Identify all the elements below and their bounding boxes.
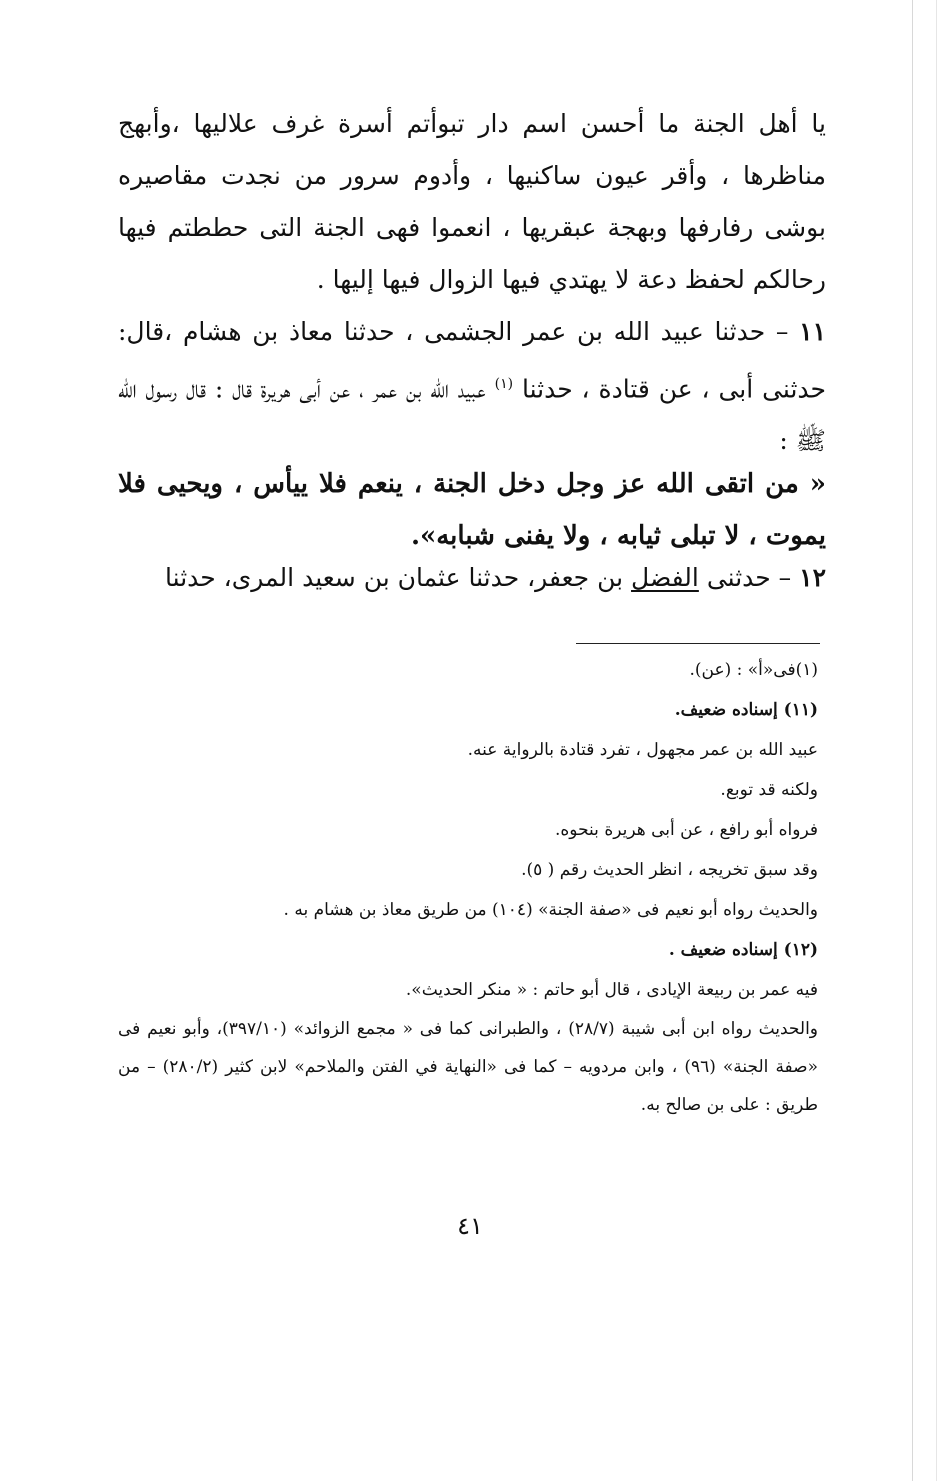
footnote-11-line-5: والحديث رواه أبو نعيم فى «صفة الجنة» (١٠٤) من طريق معاذ بن هشام به . (283, 900, 818, 920)
hadith-12-isnad-a: – حدثنى (706, 563, 792, 592)
hadith-11-matn: « من اتقى الله عز وجل دخل الجنة ، ينعم فلا ييأس ، ويحيى فلا يموت ، لا تبلى ثيابه ، ولا يفنى شبابه». (118, 469, 826, 551)
hadith-12-underlined-name: الفضل (631, 563, 699, 592)
paragraph-jannah-call: يا أهل الجنة ما أحسن اسم دار تبوأتم أسرة غرف علاليها ،وأبهج مناظرها ، وأقر عيون ساكنيها ، وأدوم سرور من نجدت مقاصيره بوشى رفارفها وبهجة عبقريها ، انعموا فهى الجنة التى حططتم فيها رحالكم لحفظ دعة لا يهتدي فيها الزوال فيها إليها . (118, 109, 826, 294)
hadith-12-isnad-b: بن جعفر، حدثنا عثمان بن سعيد المرى، حدثنا (165, 563, 624, 592)
footnote-12-line-1: فيه عمر بن ربيعة الإيادى ، قال أبو حاتم : « منكر الحديث». (405, 980, 818, 1000)
footnote-12-line-2: والحديث رواه ابن أبى شيبة (٢٨/٧) ، والطبرانى كما فى « مجمع الزوائد» (٣٩٧/١٠)، وأبو نعيم فى «صفة الجنة» (٩٦) ، وابن مردويه – كما فى «النهاية في الفتن والملاحم» لابن كثير (٢٨٠/٢) – من طريق : على بن صالح به. (118, 1019, 819, 1115)
footnote-1: (١)فى«أ» : (عن). (689, 660, 818, 680)
hadith-12 (118, 552, 826, 604)
footnote-11-line-1: عبيد الله بن عمر مجهول ، تفرد قتادة بالرواية عنه. (467, 740, 818, 760)
hadith-11-isnad-a: – حدثنا عبيد الله بن عمر الجشمى ، حدثنا معاذ بن هشام ،قال: حدثنى أبى ، عن قتادة ، حدثنا (118, 317, 827, 404)
footnote-12-title: (١٢) إسناده ضعيف . (668, 940, 818, 960)
hadith-11 (118, 306, 826, 467)
page-edge-line (912, 0, 913, 1481)
page-number: ٤١ (457, 1212, 483, 1240)
footnote-11-line-3: فرواه أبو رافع ، عن أبى هريرة بنحوه. (554, 820, 818, 840)
footnote-11-line-2: ولكنه قد توبع. (720, 780, 818, 800)
hadith-12-number: ١٢ (799, 563, 826, 592)
page-edge-line-outer (936, 0, 937, 1481)
footnotes-section (118, 650, 818, 1124)
hadith-11-isnad-b: عبيد الله بن عمر ، عن أبى هريرة قال : قال رسول الله ﷺ : (118, 374, 826, 456)
hadith-11-number: ١١ (799, 317, 827, 346)
footnote-divider (576, 643, 820, 644)
footnote-ref-1: (١) (494, 376, 514, 392)
footnote-11-line-4: وقد سبق تخريجه ، انظر الحديث رقم ( ٥). (521, 860, 818, 880)
footnote-11-title: (١١) إسناده ضعيف. (674, 700, 818, 720)
